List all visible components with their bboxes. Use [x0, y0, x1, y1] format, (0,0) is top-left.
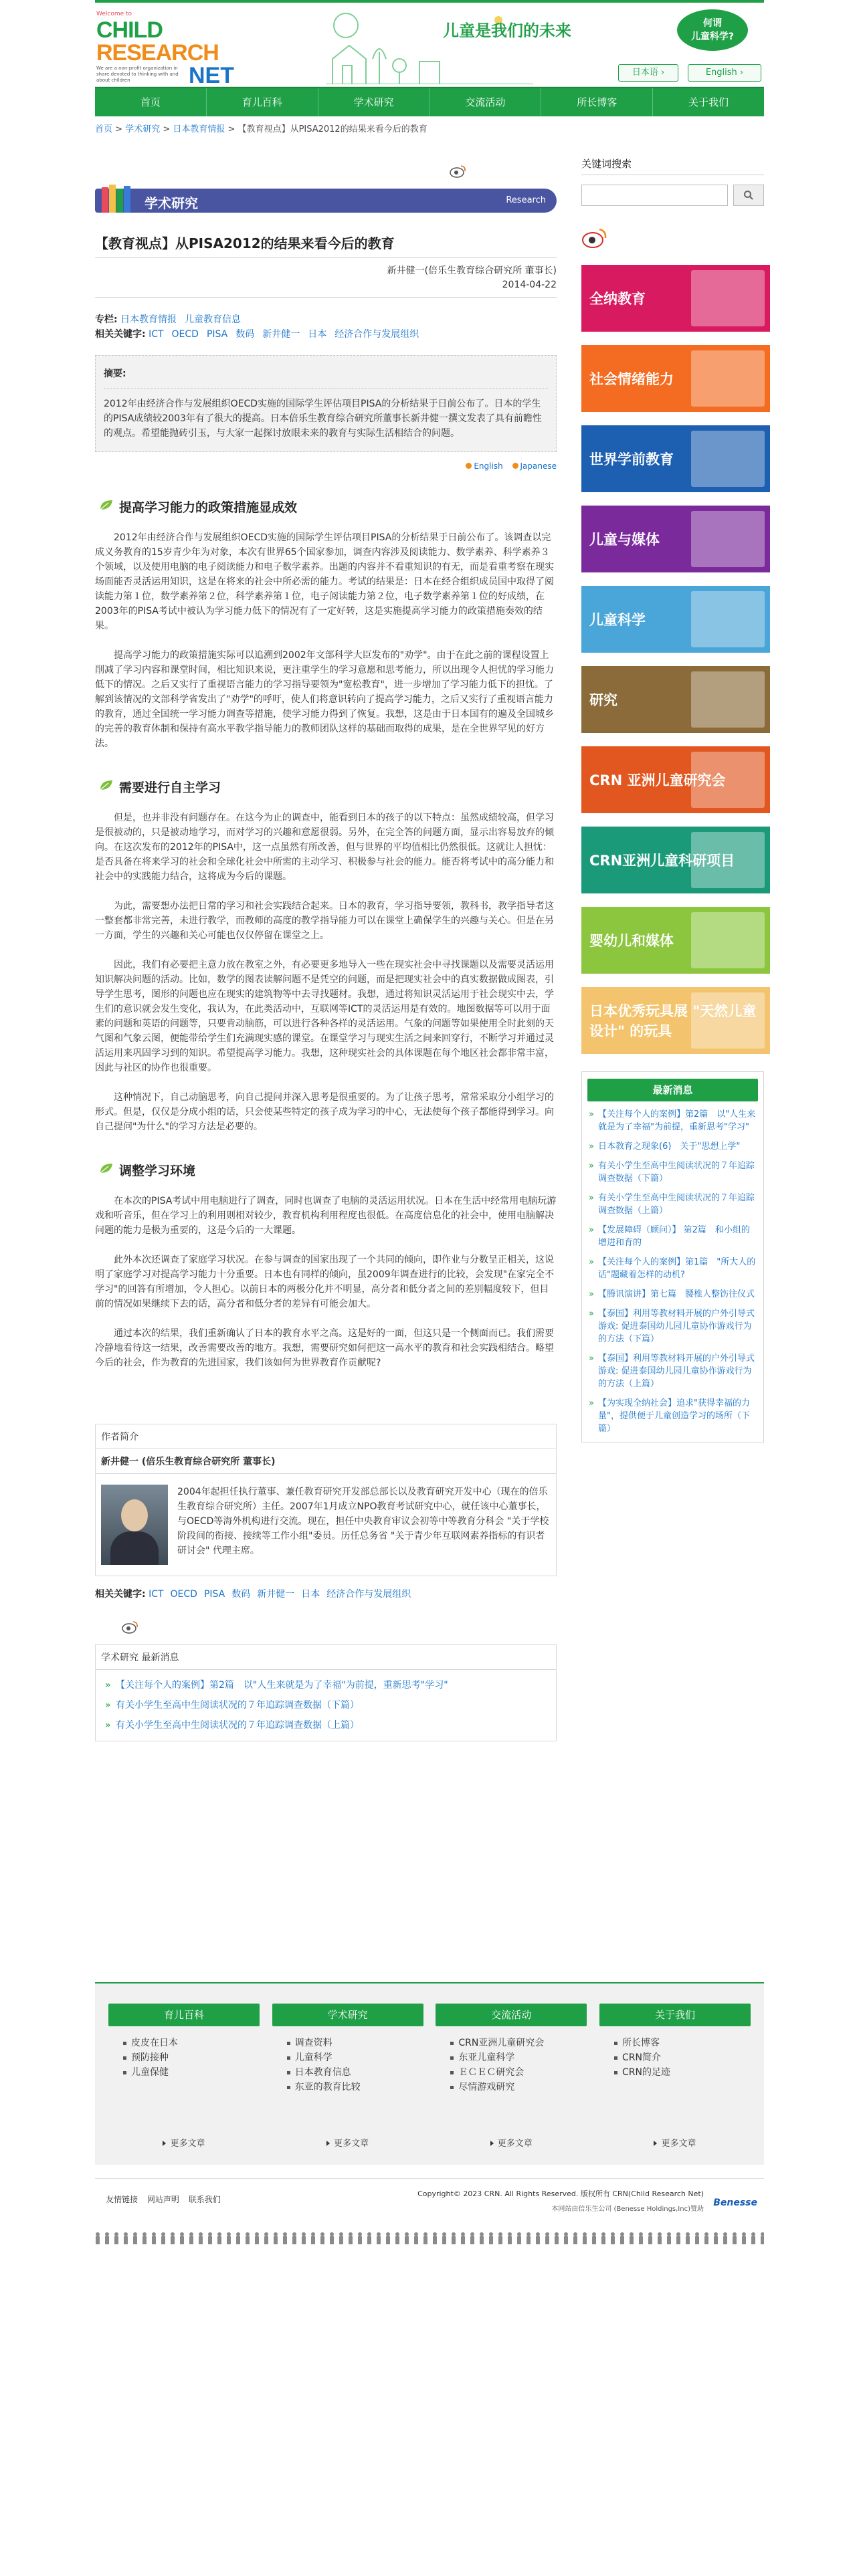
bottom-keywords: [95, 1587, 557, 1600]
latest-news-list: [587, 1108, 758, 1435]
article-paragraph: 2012年由经济合作与发展组织OECD实施的国际学生评估项目PISA的分析结果于日前公布了。该调查以完成义务教育的15岁青少年为对象，本次有世界65个国家参加，调查内容涉及阅读能力、数学素养、科学素养３个领域，以及使用电脑的电子阅读能力和电子数学素养。出题的内容并不看重知识的有无，而是看重考察在现实场面能否灵活运用知识，这是在将来的社会中所必需的能力。考试的结果是：日本在经合组织成员国中取得了阅读能力第１位，数学素养第２位，科学素养第１位，电子阅读能力第２位，电子数学素养第１位的好成绩，在2003年的PISA考试中被认为学习能力低下的情况有了一定好转，这是实施提高学习能力的政策措施奏效的结果。: [95, 532, 554, 631]
header-slogan: 儿童是我们的未来: [443, 21, 571, 40]
column-label: 专栏:: [95, 314, 118, 325]
more-articles-link[interactable]: [599, 2136, 751, 2149]
abstract-box: [95, 355, 557, 452]
research-latest-box: [95, 1644, 557, 1741]
footer-column-title[interactable]: 关于我们: [599, 2004, 751, 2026]
banner-label: 研究: [589, 692, 617, 708]
search-row: [581, 185, 764, 206]
news-item[interactable]: » 【关注每个人的案例】第1篇 "所大人的话"题藏着怎样的动机?: [587, 1256, 758, 1281]
footer-column: [599, 2004, 751, 2149]
banner-photo: [691, 832, 765, 888]
keywords-label: 相关关键字:: [95, 329, 146, 340]
list-item[interactable]: » 【关注每个人的案例】第2篇 以"人生来就是为了幸福"为前提，重新思考"学习": [104, 1675, 548, 1695]
main-column: [95, 156, 557, 1741]
news-item[interactable]: » 【为实现全纳社会】追求"获得幸福的力量"，提供便于儿童创造学习的场所（下篇）: [587, 1397, 758, 1435]
books-icon: [100, 185, 138, 214]
leaf-icon: [99, 1162, 114, 1174]
research-latest-head: 学术研究 最新消息: [96, 1645, 556, 1670]
keyword-link[interactable]: OECD: [171, 329, 199, 340]
bubble-line: 儿童科学?: [690, 31, 735, 42]
bio-name: 新井健一 (倍乐生教育综合研究所 董事长): [96, 1449, 556, 1474]
footer-link[interactable]: 所长博客: [622, 2036, 751, 2050]
latest-news: [581, 1071, 764, 1442]
research-latest-list: [96, 1670, 556, 1741]
footer-link[interactable]: 东亚儿童科学: [458, 2050, 587, 2065]
column-link[interactable]: 儿童教育信息: [185, 314, 242, 325]
footer-link[interactable]: 调查资料: [295, 2036, 423, 2050]
logo-net-text: NET: [189, 63, 234, 88]
banner-photo: [691, 270, 765, 326]
site-header: [95, 3, 764, 87]
lang-japanese-button[interactable]: 日本语 ›: [618, 64, 678, 82]
sidebar-banner[interactable]: [581, 987, 770, 1054]
copyright: Copyright© 2023 CRN. All Rights Reserved. 版权所有 CRN(Child Research Net): [417, 2189, 704, 2198]
main-nav: [95, 87, 764, 116]
article-paragraph: 此外本次还调查了家庭学习状况。在参与调查的国家出现了一个共同的倾向，即作业与分数呈正相关，这说明了家庭学习对提高学习能力十分重要。日本也有同样的倾向，虽2009年调查进行的比较，会发现"在家完全不学习"的回答有所增加，令人担心。以前日本的两极分化并不明显，高分者和低分者之间的差别幅度较下，但目前的情况如果继续下去的话，高分者和低分者的差异有可能会加大。: [95, 1255, 555, 1309]
section-heading-text: 需要进行自主学习: [119, 780, 221, 795]
article-paragraph: 通过本次的结果，我们重新确认了日本的教育水平之高。这是好的一面，但这只是一个侧面而已。我们需要冷静地看待这一结果，改善需要改善的地方。我想，需要研究如何把这一高水平的教育和社会实践相结合。略望今后的社会，作为教育的先进国家，我们该如何为世界教育作贡献呢?: [95, 1328, 554, 1368]
banner-photo: [691, 671, 765, 728]
bubble-line: 何谓: [703, 18, 722, 29]
triangle-right-icon: [490, 2141, 494, 2146]
footer-link[interactable]: 儿童科学: [295, 2050, 423, 2065]
article-date: 2014-04-22: [95, 280, 557, 298]
japanese-version-link[interactable]: [512, 461, 557, 471]
footer-column: [108, 2004, 260, 2149]
list-item[interactable]: » 有关小学生至高中生阅读状况的７年追踪调查数据（上篇）: [104, 1715, 548, 1735]
japanese-link-text[interactable]: Japanese: [520, 461, 557, 471]
sidebar-banner[interactable]: [581, 345, 770, 412]
more-articles-link[interactable]: [108, 2136, 260, 2149]
footer-panel: [95, 1982, 764, 2165]
banner-label: 日本优秀玩具展 "天然儿童设计" 的玩具: [589, 1003, 757, 1039]
banner-photo: [691, 992, 765, 1049]
author-bio: [95, 1424, 557, 1576]
nav-parenting[interactable]: 育儿百科: [207, 88, 318, 116]
article-author: 新井健一(倍乐生教育综合研究所 董事长): [387, 265, 557, 276]
news-item[interactable]: » 有关小学生至高中生阅读状况的７年追踪调查数据（下篇）: [587, 1160, 758, 1185]
footer-column-title[interactable]: 学术研究: [272, 2004, 423, 2026]
column-row: [95, 312, 557, 327]
search-title: 关键词搜索: [581, 156, 764, 175]
keyword-link[interactable]: 日本: [308, 329, 327, 340]
footer-link[interactable]: 东亚的教育比较: [295, 2080, 423, 2095]
photo-face: [121, 1499, 148, 1531]
banner-photo: [691, 591, 765, 647]
nav-events[interactable]: 交流活动: [430, 88, 541, 116]
latest-news-head: 最新消息: [587, 1079, 758, 1101]
banner-label: CRN 亚洲儿童研究会: [589, 772, 726, 788]
keyword-link[interactable]: ICT: [149, 1589, 164, 1600]
keyword-link[interactable]: PISA: [203, 1589, 225, 1600]
site-statement[interactable]: 网站声明: [147, 2195, 179, 2204]
footer-link[interactable]: 皮皮在日本: [131, 2036, 260, 2050]
keyword-link[interactable]: 数码: [231, 1589, 251, 1600]
banner-photo: [691, 350, 765, 407]
sidebar: [581, 156, 764, 1442]
keyword-link[interactable]: OECD: [170, 1589, 197, 1600]
bio-head: 作者简介: [96, 1424, 556, 1449]
sidebar-banners: [581, 265, 764, 1054]
logo-child-text: CHILD: [96, 17, 163, 43]
sidebar-banner[interactable]: [581, 746, 770, 813]
leaf-icon: [99, 779, 114, 791]
nav-research[interactable]: 学术研究: [318, 88, 430, 116]
sidebar-banner[interactable]: [581, 425, 770, 492]
logo-tagline: We are a non-profit organization in share devoted to thinking with and about children: [96, 66, 179, 83]
abstract-label: 摘要:: [104, 366, 548, 389]
sidebar-banner[interactable]: [581, 586, 770, 653]
site-footer: [95, 1982, 764, 2225]
friend-links[interactable]: 友情链接: [106, 2195, 138, 2204]
footer-column-title[interactable]: 交流活动: [436, 2004, 587, 2026]
what-is-child-science-bubble[interactable]: [677, 9, 748, 51]
footer-column-list: [436, 2036, 587, 2121]
article-lang-links: [95, 461, 557, 471]
more-articles-link[interactable]: [436, 2136, 587, 2149]
bio-text: 2004年起担任执行董事、兼任教育研究开发部总部长以及教育研究开发中心（现在的倍乐生教育综合研究所）主任。2007年1月成立NPO教育考试研究中心，就任该中心董事长，与OECD等海外机构进行交流。现在，担任中央教育审议会初等中等教育分科会 "关于学校阶段间的衔接、接续等工作小组"委员。历任总务省 "关于青少年互联网素养指标的有识者研讨会" 代理主席。: [177, 1487, 549, 1556]
article-meta: [95, 312, 557, 342]
section-title-en: Research: [506, 195, 546, 205]
banner-photo: [691, 752, 765, 808]
footer-link[interactable]: 儿童保健: [131, 2065, 260, 2080]
article-title: 【教育视点】从PISA2012的结果来看今后的教育: [95, 233, 557, 258]
section-heading-text: 提高学习能力的政策措施显成效: [119, 500, 298, 515]
lang-en-label: English: [705, 68, 737, 78]
sidebar-banner[interactable]: [581, 265, 770, 332]
banner-label: 婴幼儿和媒体: [589, 933, 674, 949]
english-link-text[interactable]: English: [474, 461, 503, 471]
nav-about[interactable]: 关于我们: [688, 96, 729, 108]
article-paragraph: 这种情况下，自己动脑思考，向自己提问并深入思考是很重要的。为了让孩子思考，常常采取分小组学习的形式。但是，仅仅是分成小组的话，只会使某些特定的孩子成为学习的中心，无法使每个孩子都能得到学习。向自己提问"为什么"的学习方法是必要的。: [95, 1092, 554, 1132]
search-icon: [743, 190, 754, 201]
article-paragraph: 提高学习能力的政策措施实际可以追溯到2002年文部科学大臣发布的"劝学"。由于在此之前的课程设置上削减了学习内容和课堂时间，相比知识来说，更注重学生的学习意愿和思考能力，所以出现令人担忧的学习能力低下的情况。之后又实行了重视语言能力的学习指导要领为"宽松教育"，进一步增加了学习能力低下的担忧。了解到该情况的文部科学省发出了"劝学"的呼吁，使人们将意识转向了提高学习能力，之后又实行了重视语言能力的教育，通过全国统一学习能力调查等措施，使学习能力得到了恢复。我想，这是由于日本国有的遍及全国城乡的完善的教育体制和保持有高水平教学指导能力的教师团队这样的基础而取得的成果，是在全世界罕见的好方法。: [95, 650, 554, 749]
more-articles-label: 更多文章: [334, 2139, 369, 2149]
news-item[interactable]: » 【腾讯演讲】第七篇 腰椎人整饬往仪式: [587, 1288, 758, 1301]
banner-label: 全纳教育: [589, 291, 646, 307]
sidebar-banner[interactable]: [581, 506, 770, 572]
triangle-right-icon: [326, 2141, 330, 2146]
article-body: [95, 498, 557, 1370]
footer-links: [106, 2193, 227, 2205]
banner-label: 儿童科学: [589, 612, 646, 628]
nav-director-blog[interactable]: 所长博客: [541, 88, 653, 116]
japanese-dot-icon: [512, 463, 518, 469]
section-heading-text: 调整学习环境: [119, 1164, 196, 1178]
footer-link[interactable]: 预防接种: [131, 2050, 260, 2065]
logo-research-text: RESEARCH: [96, 40, 219, 66]
logo-welcome: Welcome to: [96, 11, 132, 17]
footer-column-list: [108, 2036, 260, 2121]
banner-label: 社会情绪能力: [589, 371, 674, 387]
news-item[interactable]: » 有关小学生至高中生阅读状况的７年追踪调查数据（上篇）: [587, 1192, 758, 1217]
leaf-icon: [99, 499, 114, 511]
footer-link[interactable]: 尽情游戏研究: [458, 2080, 587, 2095]
keyword-link[interactable]: 经济合作与发展组织: [335, 329, 419, 340]
footer-link[interactable]: 日本教育信息: [295, 2065, 423, 2080]
footer-link[interactable]: CRN亚洲儿童研究会: [458, 2036, 587, 2050]
keyword-link[interactable]: ICT: [149, 329, 164, 340]
keyword-link[interactable]: 新井健一: [257, 1589, 295, 1600]
keyword-link[interactable]: 数码: [235, 329, 255, 340]
sidebar-banner[interactable]: [581, 907, 770, 974]
keyword-link[interactable]: 日本: [301, 1589, 320, 1600]
article-paragraph: 但是，也并非没有问题存在。在这今为止的调查中，能看到日本的孩子的以下特点：虽然成绩较高，但学习是很被动的，只是被动地学习，而对学习的兴趣和意愿很弱。另外，在完全答的问题方面，显示出容易放弃的倾向。在这次发布的2012年的PISA中，这一点虽然有所改善，但与世界的平均值相比仍然很低。这就让人担忧：是否具备在将来学习的社会和全球化社会中所需的主动学习、积极参与社会的能力。能否将考试中的高分能力和社会中的实践能力结合，这将成为今后的课题。: [95, 813, 554, 882]
lang-jp-label: 日本语: [632, 68, 658, 78]
section-title: 学术研究: [145, 195, 198, 211]
news-item[interactable]: » 【泰国】利用等教材料开展的户外引导式游戏: 促进泰国幼儿园儿童协作游戏行为的方法（下篇）: [587, 1307, 758, 1346]
bio-body: [96, 1474, 556, 1576]
crumb-home[interactable]: 首页: [95, 124, 113, 134]
article-paragraph: 因此，我们有必要把主意力放在教室之外，有必要更多地导入一些在现实社会中寻找课题以及需要灵活运用知识解决问题的活动。比如，数学的图表读解问题不是凭空的问题，而是把现实社会中的真实数据做成图表，引导学生思考，图形的问题也应在现实的建筑物等中去寻找题材。我想，通过将知识灵活运用于社会现实中去，学生们的意识就会发生变化，我认为，在此类活动中，互联网等ICT的灵活运用是有效的。地图数据等可以用于面素的问题和英语的问题等，只要肯动脑筋，可以进行各种各样的灵活运用。气象的问题等如果使用全时此刻的天气图和气象云图，便能带给学生们充满现实感的课堂。在课堂学习与现实生活之间来回穿行，不断学习并通过灵活运用来巩固学习到的知识。希望提高学习能力。我想，这种现实社会的具体课题在每个地区社会都非常丰富，因此与社区的协作也很重要。: [95, 960, 554, 1073]
triangle-right-icon: [654, 2141, 657, 2146]
more-articles-label: 更多文章: [170, 2139, 205, 2149]
footer-column: [436, 2004, 587, 2149]
nav-home[interactable]: 首页: [95, 88, 207, 116]
sponsor-note: 本网站由倍乐生公司 (Benesse Holdings,Inc)赞助: [551, 2206, 704, 2213]
more-articles-link[interactable]: [272, 2136, 423, 2149]
crumb-research[interactable]: 学术研究: [125, 124, 161, 134]
lang-english-button[interactable]: English ›: [688, 64, 761, 82]
news-item[interactable]: » 【泰国】利用等教材料开展的户外引导式游戏: 促进泰国幼儿园儿童协作游戏行为的方法（上篇）: [587, 1352, 758, 1390]
crumb-japan-edu[interactable]: 日本教育情报: [173, 124, 225, 134]
article-paragraph: 为此，需要想办法把日常的学习和社会实践结合起来。日本的教育，学习指导要领，教科书，教学指导者这一整套都非常完善，未进行教学，而教师的高度的教学指导能力可以在课堂上确保学生的兴趣与关心。但是在另一方面，学生的兴趣和关心可能也仅仅停留在课堂之上。: [95, 901, 554, 941]
abstract-text: 2012年由经济合作与发展组织OECD实施的国际学生评估项目PISA的分析结果于日前公布了。日本的学生的PISA成绩较2003年有了很大的提高。日本倍乐生教育综合研究所董事长新井健一撰文发表了具有前瞻性的观点。希望能抛砖引玉，与大家一起探讨放眼未来的教育与实际生活相结合的问题。: [104, 399, 542, 439]
news-item[interactable]: » 【关注每个人的案例】第2篇 以"人生来就是为了幸福"为前提，重新思考"学习": [587, 1108, 758, 1134]
sidebar-banner[interactable]: [581, 827, 770, 893]
crumb-current: 【教育视点】从PISA2012的结果来看今后的教育: [237, 124, 427, 134]
weibo-icon[interactable]: [581, 226, 608, 249]
banner-label: 儿童与媒体: [589, 532, 660, 548]
search-button[interactable]: [733, 185, 764, 206]
triangle-right-icon: [163, 2141, 166, 2146]
banner-photo: [691, 511, 765, 567]
sidebar-banner[interactable]: [581, 666, 770, 733]
footer-link[interactable]: CRN简介: [622, 2050, 751, 2065]
photo-suit: [110, 1531, 159, 1565]
news-item[interactable]: » 【发展障碍（顾问）】 第2篇 和小组的增进和育的: [587, 1224, 758, 1249]
keywords-row: [95, 327, 557, 342]
banner-photo: [691, 431, 765, 487]
footer-bottom: [95, 2178, 764, 2225]
site-logo[interactable]: [95, 7, 249, 88]
footer-link[interactable]: CRN的足迹: [622, 2065, 751, 2080]
contact-us[interactable]: 联系我们: [188, 2195, 221, 2204]
search-input[interactable]: [581, 185, 728, 206]
weibo-share-icon[interactable]: [122, 1619, 139, 1634]
banner-photo: [691, 912, 765, 968]
footer-column: [272, 2004, 423, 2149]
footer-kids-border: [95, 2231, 764, 2246]
english-version-link[interactable]: [466, 461, 502, 471]
keyword-link[interactable]: 经济合作与发展组织: [326, 1589, 411, 1600]
more-articles-label: 更多文章: [661, 2139, 696, 2149]
page-wrap: [95, 3, 764, 2213]
breadcrumb: 首页 > 学术研究 > 日本教育情报 > 【教育视点】从PISA2012的结果来看今后的教育: [95, 124, 427, 134]
footer-link[interactable]: ＥＣＥＣ研究会: [458, 2065, 587, 2080]
list-item[interactable]: » 有关小学生至高中生阅读状况的７年追踪调查数据（下篇）: [104, 1695, 548, 1715]
bottom-keywords-label: 相关关键字:: [95, 1589, 146, 1600]
footer-column-list: [272, 2036, 423, 2121]
footer-column-list: [599, 2036, 751, 2121]
footer-column-title[interactable]: 育儿百科: [108, 2004, 260, 2026]
english-dot-icon: [466, 463, 472, 469]
keyword-link[interactable]: 新井健一: [262, 329, 300, 340]
article-paragraph: 在本次的PISA考试中用电脑进行了调查，同时也调查了电脑的灵活运用状况。日本在生活中经常用电脑玩游戏和听音乐，但在学习上的利用则相对较少，教育机构利用程度也很低。在高度信息化的社会中，使用电脑解决问题的能力是极为重要的，这是今后的一大课题。: [95, 1196, 557, 1236]
more-articles-label: 更多文章: [497, 2139, 533, 2149]
section-bar: [95, 185, 557, 214]
banner-label: CRN亚洲儿童科研项目: [589, 853, 735, 869]
column-link[interactable]: 日本教育情报: [120, 314, 177, 325]
news-item[interactable]: » 日本教育之现象(6) 关于"思想上学": [587, 1140, 758, 1153]
section-heading: [95, 778, 557, 796]
keyword-link[interactable]: PISA: [206, 329, 228, 340]
benesse-logo[interactable]: Benesse: [713, 2197, 757, 2208]
banner-label: 世界学前教育: [589, 451, 674, 467]
author-photo: [101, 1485, 168, 1565]
section-heading: [95, 1161, 557, 1179]
section-heading: [95, 498, 557, 516]
weibo-share-icon[interactable]: [450, 163, 467, 178]
